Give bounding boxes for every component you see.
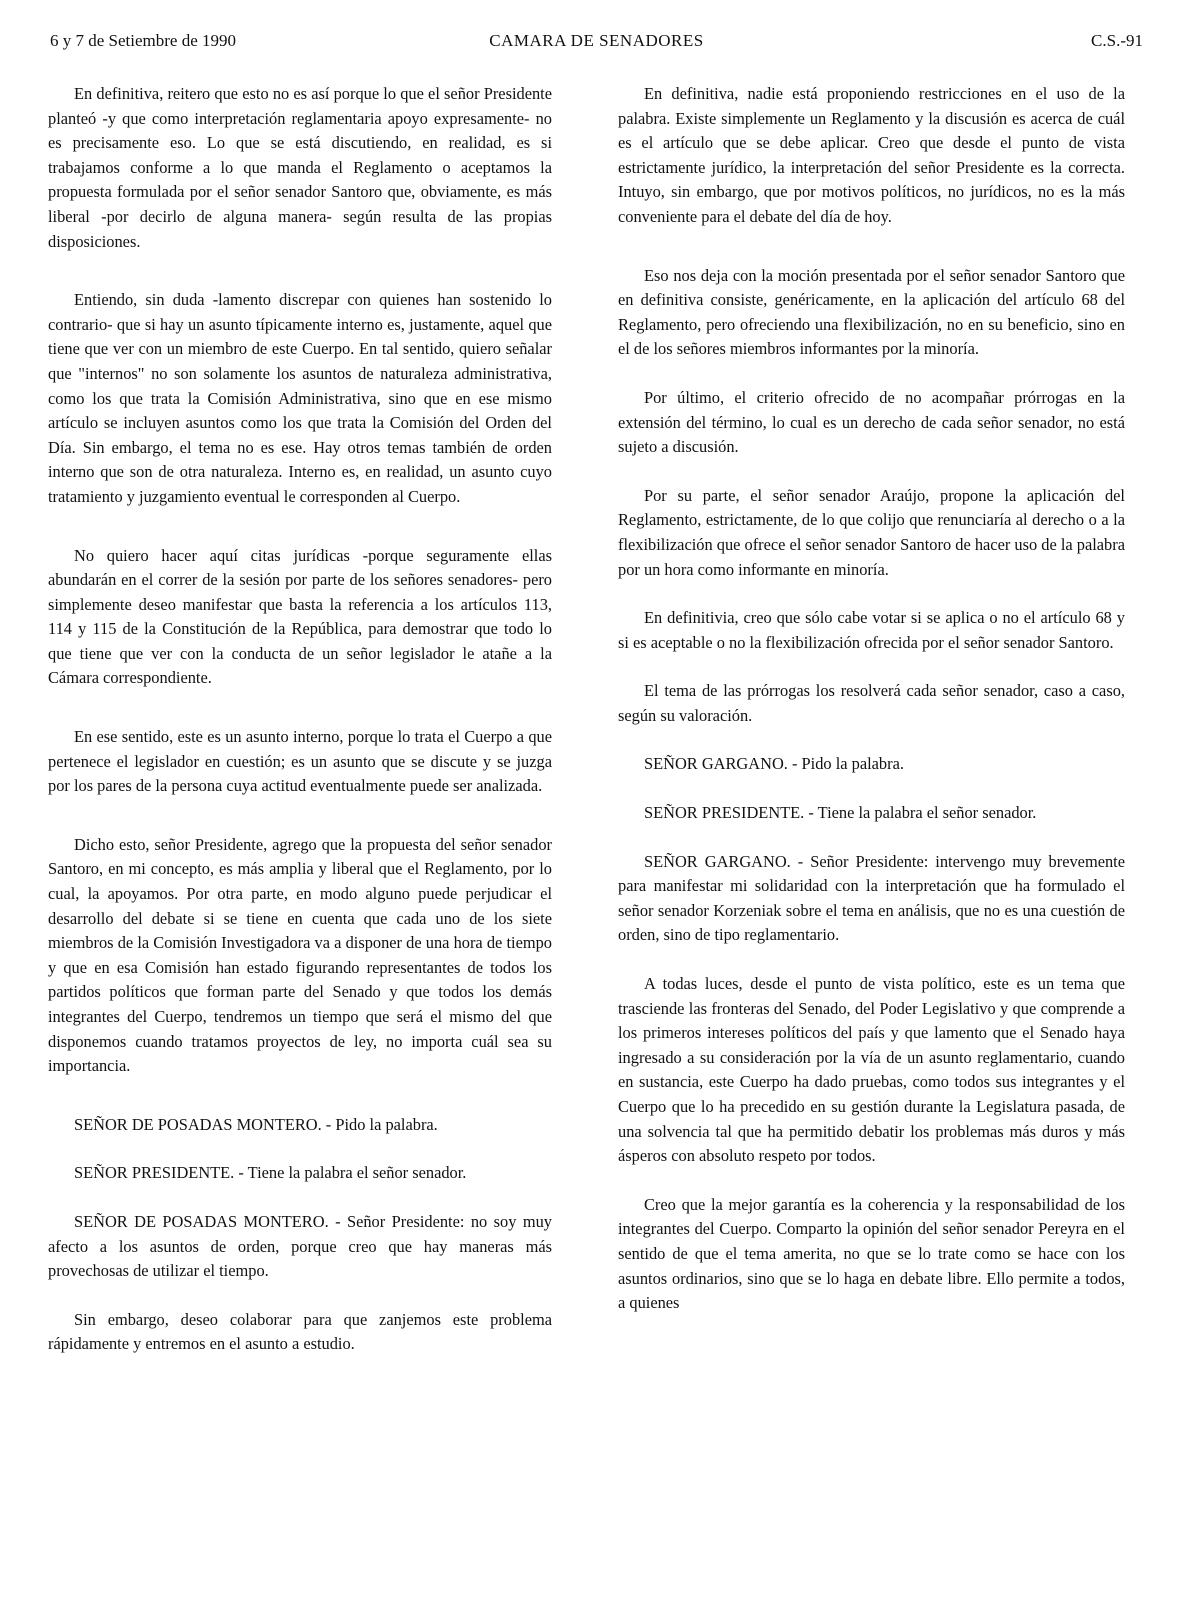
paragraph: Por su parte, el señor senador Araújo, propone la aplicación del Reglamento, estrictamente, de lo que colijo que renunciaría al derecho o a la flexibilización que ofrece el señor senador Santoro de hacer uso de la palabra por un hora como informante en minoría. [618, 485, 1125, 579]
paragraph: A todas luces, desde el punto de vista político, este es un tema que trasciende las fronteras del Senado, del Poder Legislativo y que comprende a los primeros intereses políticos del país y que lamento que el Senado haya ingresado a su consideración por la vía de un asunto reglamentario, cuando en sustancia, este Cuerpo ha dado pruebas, como todos sus integrantes y el Cuerpo que lo ha precedido en su gestión durante la Legislatura pasada, de una solvencia tal que ha permitido debatir los problemas más duros y más ásperos con absoluto respeto por todos. [618, 974, 1125, 1166]
paragraph: En definitiva, reitero que esto no es así porque lo que el señor Presidente planteó -y que como interpretación reglamentaria apoyo expresamente- no es precisamente eso. Lo que se está discutiendo, en realidad, es si trabajamos conforme a lo que manda el Reglamento o aceptamos la propuesta formulada por el señor senador Santoro que, obviamente, es más liberal -por decirlo de alguna manera- según resulta de las propias disposiciones. [48, 84, 552, 251]
speaker-paragraph: SEÑOR PRESIDENTE. - Tiene la palabra el señor senador. [644, 803, 1037, 823]
paragraph: Creo que la mejor garantía es la coherencia y la responsabilidad de los integrantes del Cuerpo. Comparto la opinión del señor senador Pereyra en el sentido de que el tema amerita, no que se lo trate como se hace con los asuntos ordinarios, sino que se lo haga en debate libre. Ello permite a todos, a quienes [618, 1194, 1125, 1313]
header-page-ref: C.S.-91 [1091, 31, 1143, 50]
paragraph: Eso nos deja con la moción presentada por el señor senador Santoro que en definitiva consiste, genéricamente, en la aplicación del artículo 68 del Reglamento, pero ofreciendo una flexibilización, no en su beneficio, sino en el de los señores miembros informantes por la minoría. [618, 265, 1125, 359]
speaker-paragraph: SEÑOR DE POSADAS MONTERO. - Pido la palabra. [74, 1114, 438, 1134]
paragraph: Por último, el criterio ofrecido de no acompañar prórrogas en la extensión del término, lo cual es un derecho de cada señor senador, no está sujeto a discusión. [618, 387, 1125, 457]
paragraph: No quiero hacer aquí citas jurídicas -porque seguramente ellas abundarán en el correr de la sesión por parte de los señores senadores- pero simplemente deseo manifestar que basta la referencia a los artículos 113, 114 y 115 de la Constitución de la República, para demostrar que todo lo que tiene que ver con la conducta de un señor legislador le atañe a la Cámara correspondiente. [48, 545, 552, 688]
speaker-paragraph: SEÑOR PRESIDENTE. - Tiene la palabra el señor senador. [74, 1163, 467, 1183]
speaker-paragraph: SEÑOR GARGANO. - Señor Presidente: intervengo muy brevemente para manifestar mi solidaridad con la interpretación que ha formulado el señor senador Korzeniak sobre el tema en análisis, que no es una cuestión de orden, sino de tipo reglamentario. [618, 851, 1125, 945]
paragraph: Dicho esto, señor Presidente, agrego que la propuesta del señor senador Santoro, en mi concepto, es más amplia y liberal que el Reglamento, por lo cual, la apoyamos. Por otra parte, en modo alguno puede perjudicar el desarrollo del debate si se tiene en cuenta que cada uno de los siete miembros de la Comisión Investigadora va a disponer de una hora de tiempo y que en esa Comisión han estado figurando representantes de todos los partidos políticos que forman parte del Senado y que todos los demás integrantes del Cuerpo, tendremos un tiempo que será el mismo del que disponemos cuando tratamos proyectos de ley, no importa cuál sea su importancia. [48, 834, 552, 1076]
paragraph: Entiendo, sin duda -lamento discrepar con quienes han sostenido lo contrario- que si hay un asunto típicamente interno es, justamente, aquel que tiene que ver con un miembro de este Cuerpo. En tal sentido, quiero señalar que "internos" no son solamente los asuntos de naturaleza administrativa, como los que trata la Comisión Administrativa, sino que en ese mismo artículo se incluyen asuntos como los que trata la Comisión del Orden del Día. Sin embargo, el tema no es ese. Hay otros temas también de orden interno que son de otra naturaleza. Interno es, en realidad, un asunto cuyo tratamiento y juzgamiento eventual le corresponden al Cuerpo. [48, 290, 552, 506]
left-column [48, 82, 552, 1357]
page-header [50, 30, 1143, 56]
paragraph: El tema de las prórrogas los resolverá cada señor senador, caso a caso, según su valoración. [618, 681, 1125, 725]
right-column [618, 82, 1125, 1316]
paragraph: En ese sentido, este es un asunto interno, porque lo trata el Cuerpo a que pertenece el legislador en cuestión; es un asunto que se discute y se juzga por los pares de la persona cuya actitud eventualmente puede ser analizada. [48, 727, 552, 796]
header-date: 6 y 7 de Setiembre de 1990 [50, 31, 237, 50]
paragraph: En definitivia, creo que sólo cabe votar si se aplica o no el artículo 68 y si es aceptable o no la flexibilización ofrecida por el señor senador Santoro. [618, 608, 1125, 652]
speaker-paragraph: SEÑOR DE POSADAS MONTERO. - Señor Presidente: no soy muy afecto a los asuntos de orden, porque creo que hay maneras más provechosas de utilizar el tiempo. [48, 1211, 552, 1281]
header-chamber: CAMARA DE SENADORES [489, 31, 704, 50]
paragraph: En definitiva, nadie está proponiendo restricciones en el uso de la palabra. Existe simplemente un Reglamento y la discusión es acerca de cuál es el artículo que se debe aplicar. Creo que desde el punto de vista estrictamente jurídico, la interpretación del señor Presidente es la correcta. Intuyo, sin embargo, que por motivos políticos, no jurídicos, no es la más conveniente para el debate del día de hoy. [618, 84, 1125, 226]
paragraph: Sin embargo, deseo colaborar para que zanjemos este problema rápidamente y entremos en el asunto a estudio. [48, 1309, 552, 1354]
speaker-paragraph: SEÑOR GARGANO. - Pido la palabra. [644, 754, 904, 774]
